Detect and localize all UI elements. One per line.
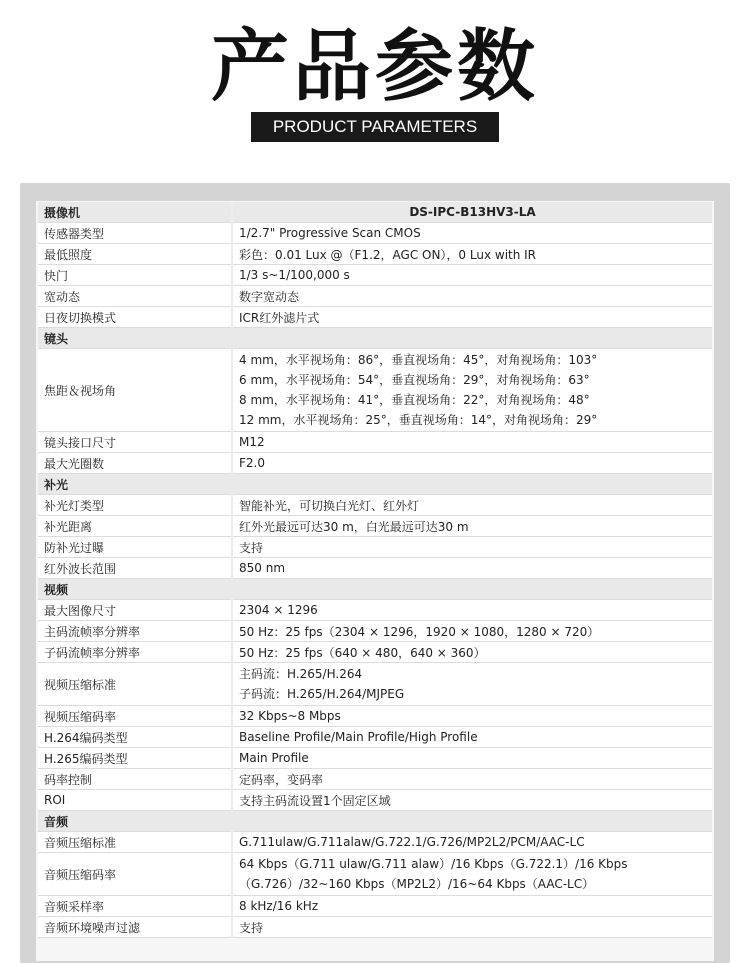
- table-row: [38, 307, 712, 328]
- spec-value: [232, 663, 712, 706]
- compression-line: 主码流：H.265/H.264: [239, 667, 363, 681]
- table-row: [38, 286, 712, 307]
- spec-label: 最大光圈数: [38, 453, 232, 474]
- spec-label: 焦距＆视场角: [38, 349, 232, 432]
- table-row: [38, 727, 712, 748]
- page-subtitle: PRODUCT PARAMETERS: [251, 112, 499, 142]
- table-row: [38, 600, 712, 621]
- section-title: 镜头: [38, 328, 712, 349]
- spec-value: 支持: [232, 537, 712, 558]
- table-row: [38, 244, 712, 265]
- spec-label: 音频环境噪声过滤: [38, 917, 232, 938]
- spec-label: 最低照度: [38, 244, 232, 265]
- spec-label: 镜头接口尺寸: [38, 432, 232, 453]
- table-row: [38, 748, 712, 769]
- spec-value: 数字宽动态: [232, 286, 712, 307]
- table-header-row: [38, 202, 712, 223]
- focal-line: 4 mm，水平视场角：86°，垂直视场角：45°，对角视场角：103°: [239, 353, 598, 367]
- section-header-video: [38, 579, 712, 600]
- page-title: 产品参数: [210, 22, 539, 112]
- spec-value: 1/3 s~1/100,000 s: [232, 265, 712, 286]
- spec-label: 音频采样率: [38, 896, 232, 917]
- spec-value: G.711ulaw/G.711alaw/G.722.1/G.726/MP2L2/PCM/AAC-LC: [232, 832, 712, 853]
- spec-label: 子码流帧率分辨率: [38, 642, 232, 663]
- spec-value: 定码率，变码率: [232, 769, 712, 790]
- table-row: [38, 558, 712, 579]
- spec-value: 64 Kbps（G.711 ulaw/G.711 alaw）/16 Kbps（G.722.1）/16 Kbps（G.726）/32~160 Kbps（MP2L2）/16~64 Kbps（AAC-LC）: [232, 853, 712, 896]
- table-row: [38, 832, 712, 853]
- spec-label: H.265编码类型: [38, 748, 232, 769]
- spec-value: 1/2.7" Progressive Scan CMOS: [232, 223, 712, 244]
- table-row: [38, 432, 712, 453]
- spec-value: Main Profile: [232, 748, 712, 769]
- table-row: [38, 642, 712, 663]
- table-row: [38, 621, 712, 642]
- spec-value: 50 Hz：25 fps（640 × 480，640 × 360）: [232, 642, 712, 663]
- table-row: [38, 516, 712, 537]
- section-header-lens: [38, 328, 712, 349]
- spec-value: 2304 × 1296: [232, 600, 712, 621]
- spec-value: 850 nm: [232, 558, 712, 579]
- spec-value: M12: [232, 432, 712, 453]
- spec-value: F2.0: [232, 453, 712, 474]
- spec-label: ROI: [38, 790, 232, 811]
- table-row: [38, 223, 712, 244]
- spec-value: 支持: [232, 917, 712, 938]
- spec-value: 50 Hz：25 fps（2304 × 1296，1920 × 1080，1280 × 720）: [232, 621, 712, 642]
- spec-label: 视频压缩标准: [38, 663, 232, 706]
- table-row: [38, 917, 712, 938]
- table-row: [38, 265, 712, 286]
- section-title: 音频: [38, 811, 712, 832]
- spec-label: 码率控制: [38, 769, 232, 790]
- table-row: [38, 769, 712, 790]
- spec-label: 摄像机: [38, 202, 232, 223]
- table-row: [38, 349, 712, 432]
- spec-label: 红外波长范围: [38, 558, 232, 579]
- table-row: [38, 537, 712, 558]
- spec-label: 视频压缩码率: [38, 706, 232, 727]
- spec-label: 日夜切换模式: [38, 307, 232, 328]
- focal-line: 8 mm，水平视场角：41°，垂直视场角：22°，对角视场角：48°: [239, 393, 590, 407]
- table-row: [38, 706, 712, 727]
- section-title: 视频: [38, 579, 712, 600]
- table-row: [38, 663, 712, 706]
- section-header-audio: [38, 811, 712, 832]
- spec-value: 32 Kbps~8 Mbps: [232, 706, 712, 727]
- spec-label: 音频压缩码率: [38, 853, 232, 896]
- spec-value: DS-IPC-B13HV3-LA: [232, 202, 712, 223]
- spec-table: [38, 202, 712, 938]
- section-header-fill-light: [38, 474, 712, 495]
- spec-label: 防补光过曝: [38, 537, 232, 558]
- focal-line: 6 mm，水平视场角：54°，垂直视场角：29°，对角视场角：63°: [239, 373, 590, 387]
- spec-value: 红外光最远可达30 m，白光最远可达30 m: [232, 516, 712, 537]
- spec-label: 传感器类型: [38, 223, 232, 244]
- spec-value: 智能补光，可切换白光灯、红外灯: [232, 495, 712, 516]
- spec-value: Baseline Profile/Main Profile/High Profile: [232, 727, 712, 748]
- table-row: [38, 453, 712, 474]
- spec-label: 音频压缩标准: [38, 832, 232, 853]
- spec-value: [232, 349, 712, 432]
- compression-line: 子码流：H.265/H.264/MJPEG: [239, 687, 405, 701]
- focal-line: 12 mm，水平视场角：25°，垂直视场角：14°，对角视场角：29°: [239, 413, 598, 427]
- spec-label: H.264编码类型: [38, 727, 232, 748]
- table-row: [38, 495, 712, 516]
- spec-value: 支持主码流设置1个固定区域: [232, 790, 712, 811]
- spec-label: 最大图像尺寸: [38, 600, 232, 621]
- spec-value: 8 kHz/16 kHz: [232, 896, 712, 917]
- spec-label: 快门: [38, 265, 232, 286]
- spec-label: 补光距离: [38, 516, 232, 537]
- table-row: [38, 790, 712, 811]
- table-row: [38, 896, 712, 917]
- spec-value: ICR红外滤片式: [232, 307, 712, 328]
- table-row: [38, 853, 712, 896]
- section-title: 补光: [38, 474, 712, 495]
- spec-value: 彩色：0.01 Lux @（F1.2，AGC ON），0 Lux with IR: [232, 244, 712, 265]
- spec-label: 补光灯类型: [38, 495, 232, 516]
- spec-label: 宽动态: [38, 286, 232, 307]
- spec-label: 主码流帧率分辨率: [38, 621, 232, 642]
